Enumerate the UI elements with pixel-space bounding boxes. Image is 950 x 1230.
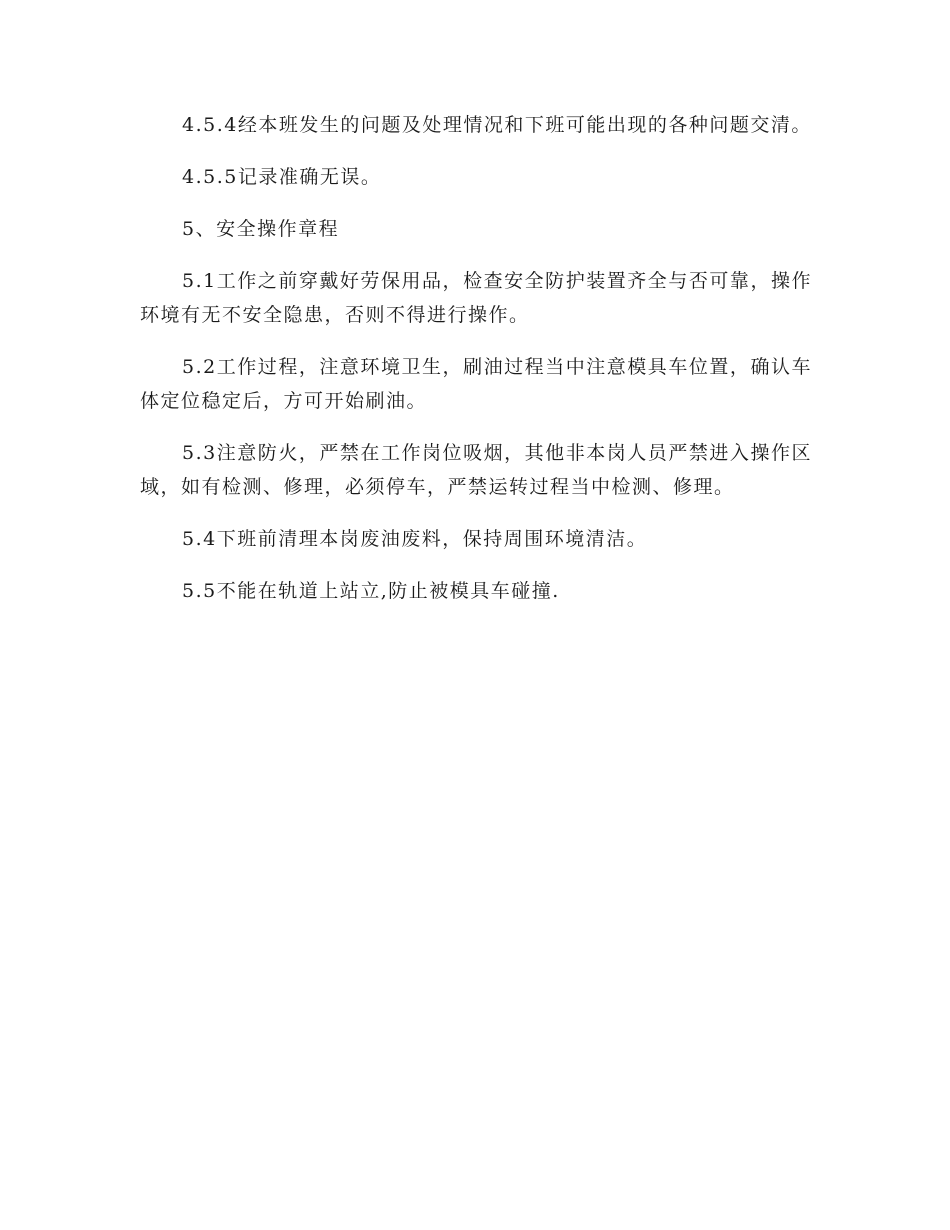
paragraph-5-4: 5.4下班前清理本岗废油废料，保持周围环境清洁。 [182,528,648,550]
paragraph-5-2: 5.2工作过程，注意环境卫生，刷油过程当中注意模具车位置，确认车体定位稳定后，方可开始刷油。 [140,356,812,412]
paragraph-5-3: 5.3注意防火，严禁在工作岗位吸烟，其他非本岗人员严禁进入操作区域，如有检测、修理，必须停车，严禁运转过程当中检测、修理。 [140,442,812,498]
paragraph-5-5: 5.5不能在轨道上站立,防止被模具车碰撞. [182,580,560,602]
paragraph-5-1: 5.1工作之前穿戴好劳保用品，检查安全防护装置齐全与否可靠，操作环境有无不安全隐患，否则不得进行操作。 [140,270,812,326]
paragraph-4-5-5: 4.5.5记录准确无误。 [182,166,382,188]
document-body [140,108,812,626]
paragraph-4-5-4: 4.5.4经本班发生的问题及处理情况和下班可能出现的各种问题交清。 [182,114,812,136]
section-heading-safety-rules: 5、安全操作章程 [182,218,340,240]
